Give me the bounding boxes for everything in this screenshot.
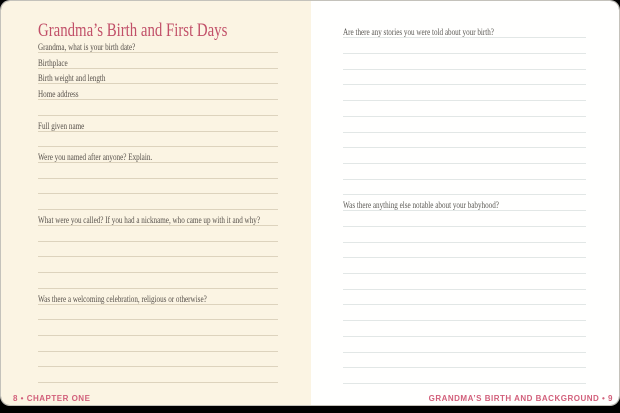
ruled-line	[343, 368, 586, 384]
left-page	[1, 1, 311, 405]
question-text: Grandma, what is your birth date?	[38, 43, 136, 54]
ruled-line	[38, 273, 278, 289]
question-text: Are there any stories you were told about your birth?	[343, 28, 494, 39]
right-page-ruled-rows	[343, 23, 586, 385]
page-title: Grandma’s Birth and First Days	[38, 20, 228, 41]
ruled-line	[343, 148, 586, 164]
ruled-line	[38, 305, 278, 321]
ruled-line	[343, 70, 586, 86]
ruled-line	[38, 132, 278, 148]
question-line	[343, 195, 586, 211]
question-text: Birthplace	[38, 58, 68, 69]
ruled-line	[343, 133, 586, 149]
question-line	[38, 116, 278, 132]
ruled-line	[343, 321, 586, 337]
question-line	[38, 69, 278, 85]
ruled-line	[343, 180, 586, 196]
ruled-line	[343, 274, 586, 290]
ruled-line	[343, 38, 586, 54]
ruled-line	[38, 257, 278, 273]
question-text: Was there a welcoming celebration, religious or otherwise?	[38, 294, 207, 305]
question-text: Were you named after anyone? Explain.	[38, 153, 153, 164]
question-line	[38, 53, 278, 69]
left-page-footer: 8 • CHAPTER ONE	[13, 394, 91, 403]
ruled-line	[343, 290, 586, 306]
ruled-line	[38, 367, 278, 383]
ruled-line	[38, 179, 278, 195]
ruled-line	[38, 194, 278, 210]
ruled-line	[38, 100, 278, 116]
question-line	[38, 147, 278, 163]
question-line	[38, 210, 278, 226]
ruled-line	[343, 227, 586, 243]
ruled-line	[38, 352, 278, 368]
question-text: Home address	[38, 90, 79, 101]
question-text: Birth weight and length	[38, 74, 106, 85]
ruled-line	[343, 117, 586, 133]
ruled-line	[343, 101, 586, 117]
ruled-line	[343, 211, 586, 227]
ruled-line	[343, 353, 586, 369]
ruled-line	[38, 320, 278, 336]
question-line	[343, 23, 586, 39]
ruled-line	[343, 54, 586, 70]
ruled-line	[343, 305, 586, 321]
question-text: What were you called? If you had a nickname, who came up with it and why?	[38, 215, 260, 226]
right-page	[311, 1, 619, 405]
ruled-line	[343, 164, 586, 180]
right-page-footer: GRANDMA’S BIRTH AND BACKGROUND • 9	[428, 394, 613, 403]
ruled-line	[38, 163, 278, 179]
left-page-ruled-rows	[38, 37, 278, 383]
question-text: Was there anything else notable about your babyhood?	[343, 201, 499, 212]
question-line	[38, 37, 278, 53]
question-line	[38, 84, 278, 100]
ruled-line	[343, 85, 586, 101]
ruled-line	[343, 243, 586, 259]
question-line	[38, 289, 278, 305]
ruled-line	[38, 336, 278, 352]
ruled-line	[38, 226, 278, 242]
ruled-line	[38, 242, 278, 258]
ruled-line	[343, 258, 586, 274]
ruled-line	[343, 337, 586, 353]
question-text: Full given name	[38, 121, 85, 132]
book-spread	[1, 1, 619, 405]
